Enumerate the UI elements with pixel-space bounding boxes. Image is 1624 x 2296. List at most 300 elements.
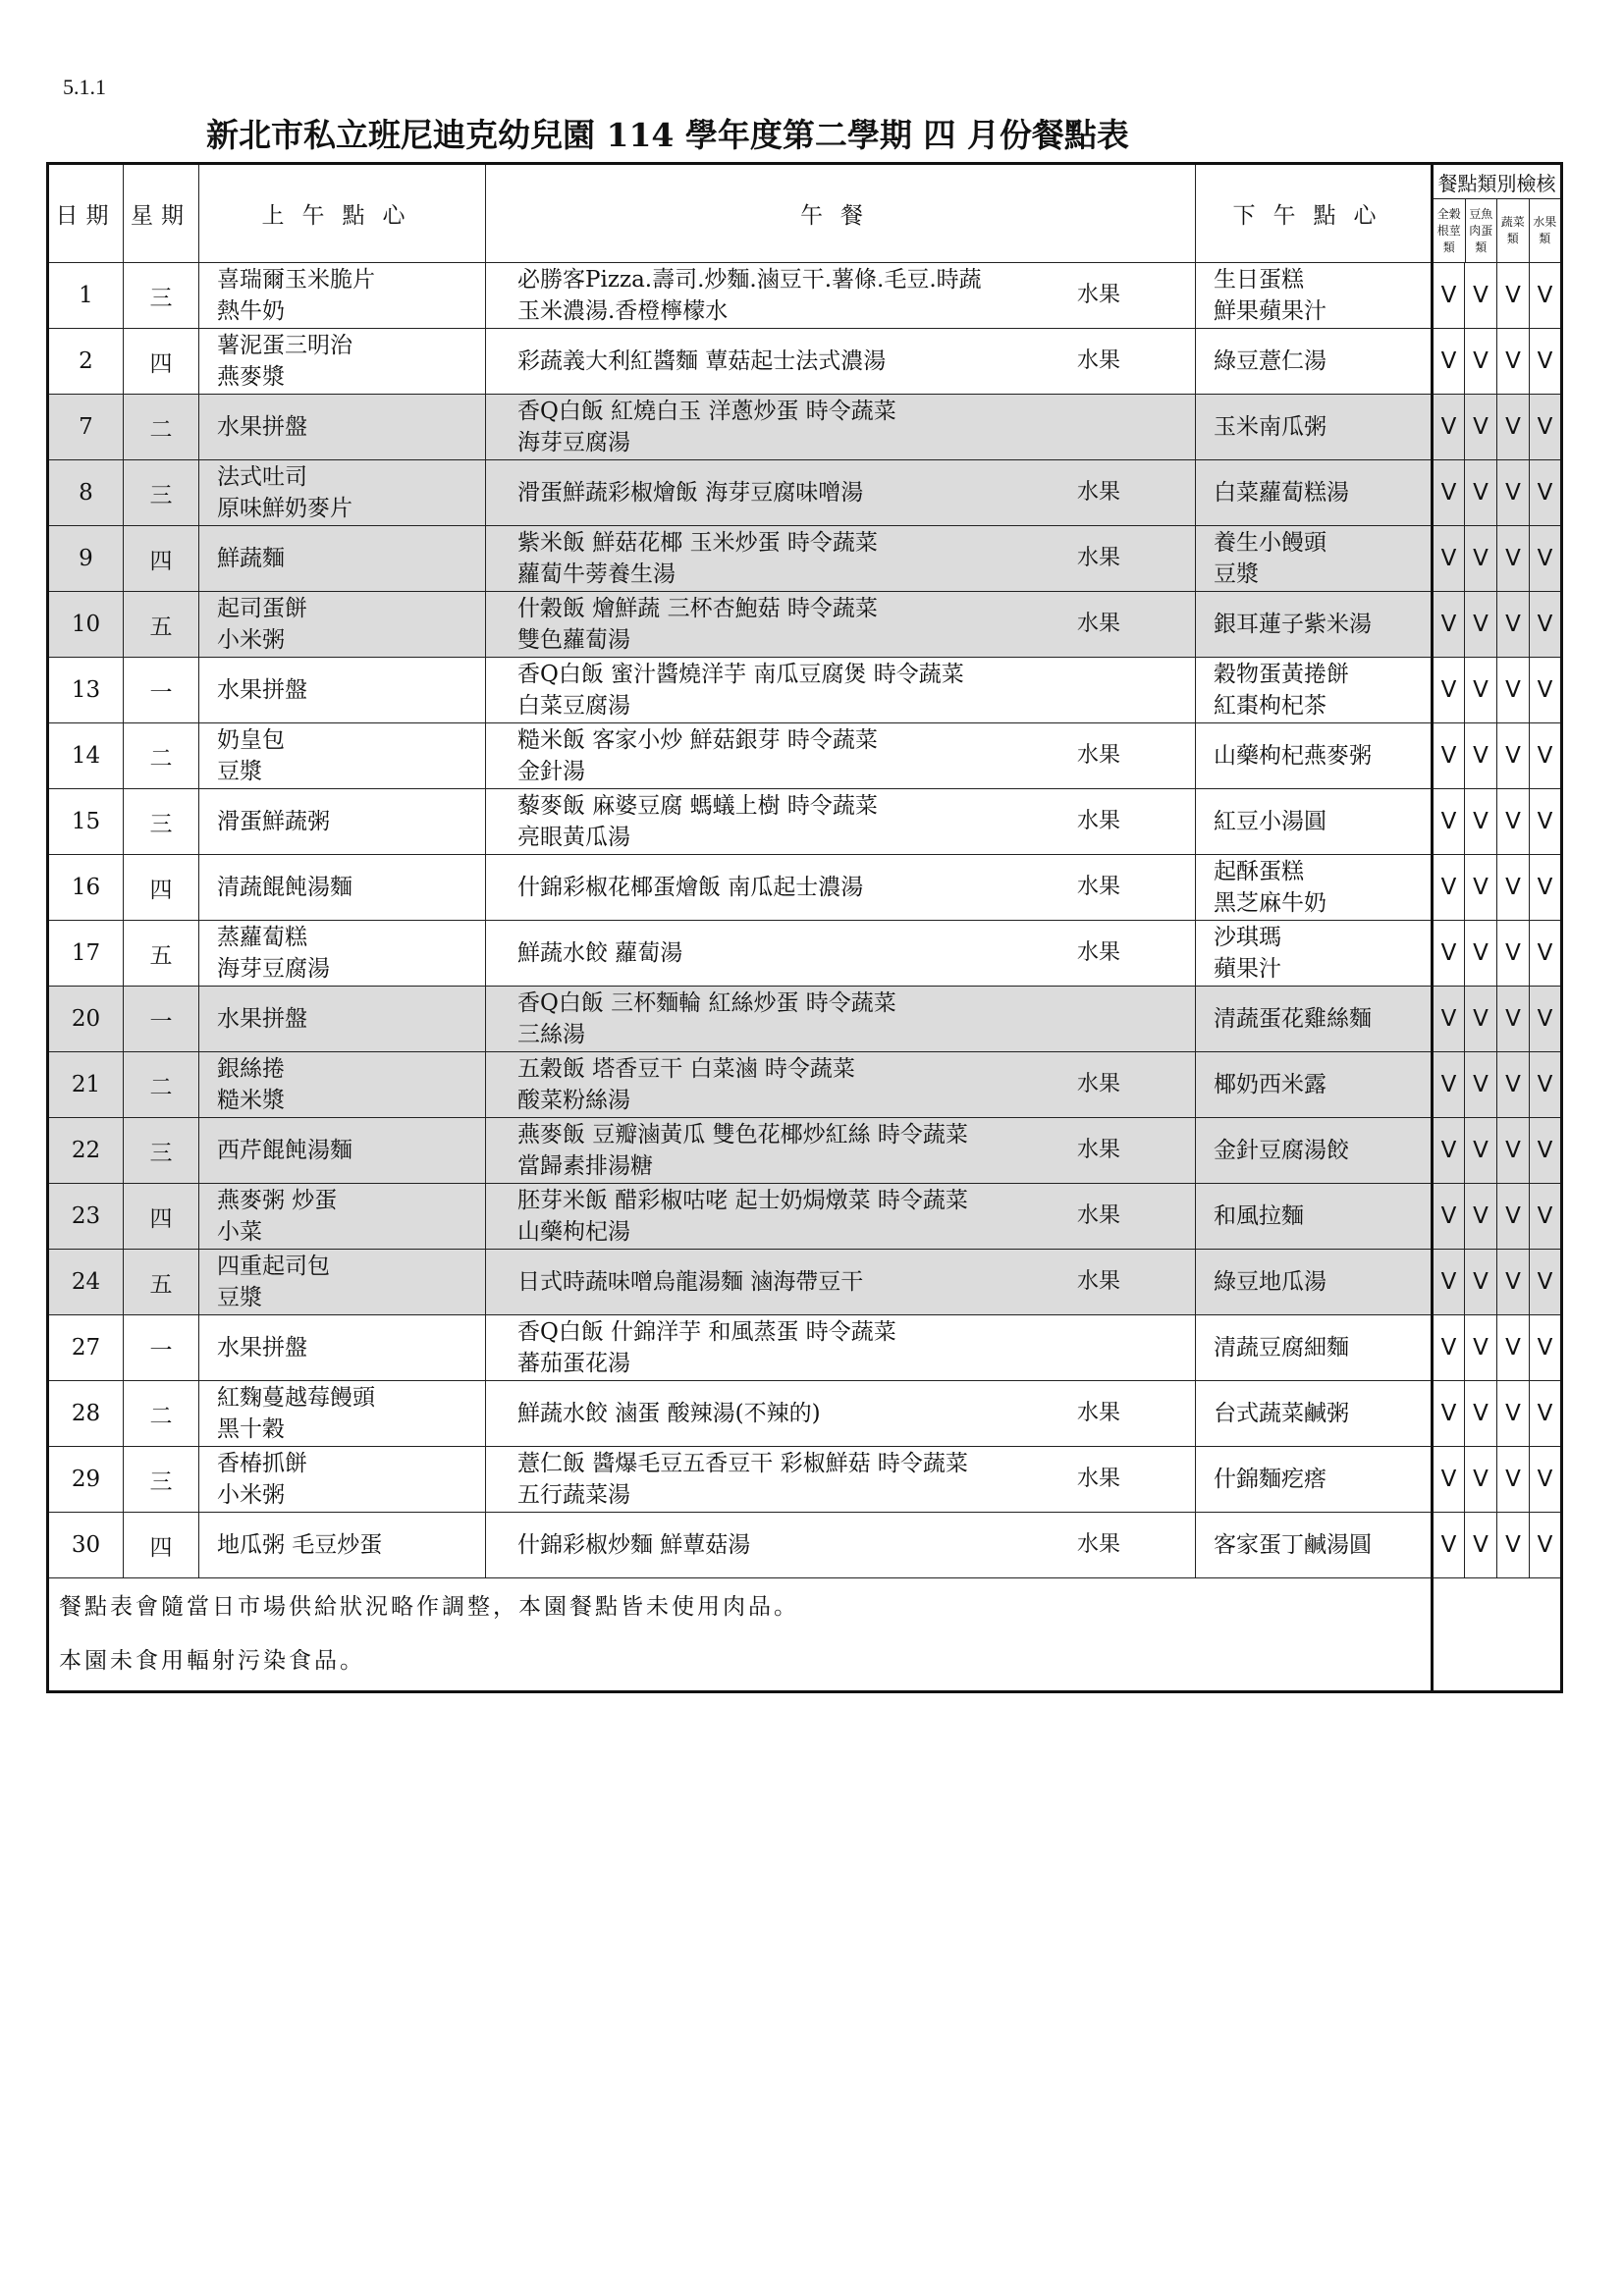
table-row	[48, 723, 1562, 789]
fruit-label: 水果	[1077, 283, 1121, 307]
fruit-label: 水果	[1077, 1203, 1121, 1228]
weekday-cell: 四	[124, 329, 199, 395]
table-row	[48, 263, 1562, 329]
check-grains-cell: V	[1433, 329, 1465, 395]
check-col-vegetable: 蔬菜類	[1497, 199, 1530, 262]
lunch-item: 紫米飯 鮮菇花椰 玉米炒蛋 時令蔬菜	[517, 530, 878, 556]
check-fruit-cell: V	[1530, 723, 1562, 789]
check-vegetable-cell: V	[1497, 921, 1530, 987]
check-grains-cell: V	[1433, 395, 1465, 460]
am-snack-item: 法式吐司	[217, 464, 307, 490]
weekday-cell: 四	[124, 855, 199, 921]
menu-table	[46, 162, 1563, 1693]
lunch-item: 什錦彩椒花椰蛋燴飯 南瓜起士濃湯	[517, 875, 864, 900]
lunch-item: 雙色蘿蔔湯	[517, 627, 630, 653]
fruit-label: 水果	[1077, 809, 1121, 833]
check-fruit-cell: V	[1530, 1447, 1562, 1513]
am-snack-cell	[199, 1315, 486, 1381]
am-snack-item: 糙米漿	[217, 1088, 285, 1113]
lunch-cell	[486, 263, 1196, 329]
lunch-item: 香Q白飯 什錦洋芋 和風蒸蛋 時令蔬菜	[517, 1319, 896, 1345]
pm-snack-item: 什錦麵疙瘩	[1214, 1467, 1326, 1492]
am-snack-cell	[199, 1184, 486, 1250]
check-vegetable-cell: V	[1497, 460, 1530, 526]
date-cell: 1	[48, 263, 124, 329]
lunch-item: 三絲湯	[517, 1022, 585, 1047]
pm-snack-cell	[1196, 395, 1433, 460]
pm-snack-cell	[1196, 1315, 1433, 1381]
check-protein-cell: V	[1465, 1381, 1497, 1447]
lunch-item: 金針湯	[517, 759, 585, 784]
check-grains-cell: V	[1433, 723, 1465, 789]
lunch-item: 鮮蔬水餃 滷蛋 酸辣湯(不辣的)	[517, 1401, 821, 1426]
check-vegetable-cell: V	[1497, 395, 1530, 460]
weekday-cell: 三	[124, 460, 199, 526]
lunch-item: 五行蔬菜湯	[517, 1482, 630, 1508]
check-protein-cell: V	[1465, 329, 1497, 395]
am-snack-item: 水果拼盤	[217, 414, 307, 440]
weekday-cell: 二	[124, 723, 199, 789]
check-fruit-cell: V	[1530, 658, 1562, 723]
am-snack-item: 香椿抓餅	[217, 1451, 307, 1476]
weekday-cell: 二	[124, 1381, 199, 1447]
check-grains-cell: V	[1433, 592, 1465, 658]
am-snack-cell	[199, 329, 486, 395]
lunch-cell	[486, 526, 1196, 592]
weekday-cell: 四	[124, 526, 199, 592]
pm-snack-cell	[1196, 263, 1433, 329]
check-vegetable-cell: V	[1497, 526, 1530, 592]
lunch-item: 鮮蔬水餃 蘿蔔湯	[517, 940, 683, 966]
pm-snack-cell	[1196, 1052, 1433, 1118]
date-cell: 10	[48, 592, 124, 658]
check-vegetable-cell: V	[1497, 1052, 1530, 1118]
check-vegetable-cell: V	[1497, 658, 1530, 723]
am-snack-cell	[199, 1250, 486, 1315]
lunch-item: 必勝客Pizza.壽司.炒麵.滷豆干.薯條.毛豆.時蔬	[517, 267, 982, 293]
check-grains-cell: V	[1433, 921, 1465, 987]
lunch-cell	[486, 592, 1196, 658]
am-snack-cell	[199, 987, 486, 1052]
am-snack-item: 水果拼盤	[217, 1335, 307, 1361]
check-col-grains: 全穀根莖類	[1434, 199, 1466, 262]
table-row	[48, 1118, 1562, 1184]
weekday-cell: 一	[124, 658, 199, 723]
am-snack-item: 銀絲捲	[217, 1056, 285, 1082]
date-cell: 9	[48, 526, 124, 592]
check-col-protein: 豆魚肉蛋類	[1466, 199, 1498, 262]
table-row	[48, 1315, 1562, 1381]
check-protein-cell: V	[1465, 1447, 1497, 1513]
date-cell: 28	[48, 1381, 124, 1447]
check-vegetable-cell: V	[1497, 723, 1530, 789]
pm-snack-item: 沙琪瑪	[1214, 925, 1281, 950]
check-protein-cell: V	[1465, 855, 1497, 921]
am-snack-item: 起司蛋餅	[217, 596, 307, 621]
pm-snack-item: 台式蔬菜鹹粥	[1214, 1401, 1349, 1426]
pm-snack-item: 綠豆薏仁湯	[1214, 348, 1326, 374]
am-snack-item: 西芹餛飩湯麵	[217, 1138, 352, 1163]
check-fruit-cell: V	[1530, 1118, 1562, 1184]
pm-snack-cell	[1196, 723, 1433, 789]
am-snack-item: 小米粥	[217, 1482, 285, 1508]
check-protein-cell: V	[1465, 921, 1497, 987]
check-protein-cell: V	[1465, 1184, 1497, 1250]
weekday-cell: 四	[124, 1513, 199, 1578]
table-row	[48, 526, 1562, 592]
check-protein-cell: V	[1465, 789, 1497, 855]
check-fruit-cell: V	[1530, 987, 1562, 1052]
lunch-item: 亮眼黃瓜湯	[517, 825, 630, 850]
header-lunch: 午餐	[486, 164, 1196, 263]
check-fruit-cell: V	[1530, 526, 1562, 592]
lunch-item: 當歸素排湯糖	[517, 1153, 653, 1179]
check-vegetable-cell: V	[1497, 1250, 1530, 1315]
am-snack-cell	[199, 1447, 486, 1513]
pm-snack-cell	[1196, 1184, 1433, 1250]
pm-snack-cell	[1196, 1381, 1433, 1447]
check-fruit-cell: V	[1530, 460, 1562, 526]
pm-snack-item: 白菜蘿蔔糕湯	[1214, 480, 1349, 506]
am-snack-cell	[199, 723, 486, 789]
check-grains-cell: V	[1433, 789, 1465, 855]
check-vegetable-cell: V	[1497, 789, 1530, 855]
weekday-cell: 三	[124, 1118, 199, 1184]
am-snack-cell	[199, 395, 486, 460]
check-grains-cell: V	[1433, 658, 1465, 723]
am-snack-item: 小米粥	[217, 627, 285, 653]
check-protein-cell: V	[1465, 1315, 1497, 1381]
check-protein-cell: V	[1465, 263, 1497, 329]
fruit-label: 水果	[1077, 612, 1121, 636]
check-protein-cell: V	[1465, 1052, 1497, 1118]
lunch-cell	[486, 1315, 1196, 1381]
check-fruit-cell: V	[1530, 921, 1562, 987]
am-snack-item: 豆漿	[217, 1285, 262, 1310]
am-snack-item: 四重起司包	[217, 1254, 330, 1279]
check-fruit-cell: V	[1530, 1184, 1562, 1250]
date-cell: 2	[48, 329, 124, 395]
check-grains-cell: V	[1433, 1052, 1465, 1118]
check-fruit-cell: V	[1530, 1052, 1562, 1118]
table-row	[48, 987, 1562, 1052]
pm-snack-item: 穀物蛋黃捲餅	[1214, 662, 1349, 687]
weekday-cell: 三	[124, 1447, 199, 1513]
check-grains-cell: V	[1433, 855, 1465, 921]
pm-snack-item: 客家蛋丁鹹湯圓	[1214, 1532, 1372, 1558]
pm-snack-item: 綠豆地瓜湯	[1214, 1269, 1326, 1295]
pm-snack-item: 豆漿	[1214, 561, 1259, 587]
note-line: 餐點表會隨當日市場供給狀況略作調整，本園餐點皆未使用肉品。	[59, 1594, 799, 1620]
notes-cell	[48, 1578, 1433, 1692]
fruit-label: 水果	[1077, 348, 1121, 373]
date-cell: 15	[48, 789, 124, 855]
table-row	[48, 789, 1562, 855]
lunch-item: 酸菜粉絲湯	[517, 1088, 630, 1113]
table-row	[48, 1052, 1562, 1118]
am-snack-cell	[199, 526, 486, 592]
document-code: 5.1.1	[63, 75, 106, 99]
check-vegetable-cell: V	[1497, 1315, 1530, 1381]
weekday-cell: 一	[124, 987, 199, 1052]
pm-snack-item: 山藥枸杞燕麥粥	[1214, 743, 1372, 769]
lunch-cell	[486, 1118, 1196, 1184]
lunch-cell	[486, 460, 1196, 526]
pm-snack-cell	[1196, 921, 1433, 987]
am-snack-item: 熱牛奶	[217, 298, 285, 324]
am-snack-item: 小菜	[217, 1219, 262, 1245]
date-cell: 16	[48, 855, 124, 921]
am-snack-cell	[199, 263, 486, 329]
lunch-item: 香Q白飯 蜜汁醬燒洋芋 南瓜豆腐煲 時令蔬菜	[517, 662, 964, 687]
weekday-cell: 三	[124, 789, 199, 855]
lunch-cell	[486, 1513, 1196, 1578]
check-fruit-cell: V	[1530, 263, 1562, 329]
am-snack-item: 紅麴蔓越莓饅頭	[217, 1385, 375, 1411]
lunch-item: 滑蛋鮮蔬彩椒燴飯 海芽豆腐味噌湯	[517, 480, 864, 506]
date-cell: 14	[48, 723, 124, 789]
date-cell: 23	[48, 1184, 124, 1250]
am-snack-item: 水果拼盤	[217, 677, 307, 703]
note-line: 本園未食用輻射污染食品。	[59, 1648, 365, 1674]
lunch-item: 山藥枸杞湯	[517, 1219, 630, 1245]
lunch-item: 海芽豆腐湯	[517, 430, 630, 455]
check-fruit-cell: V	[1530, 1381, 1562, 1447]
am-snack-item: 燕麥漿	[217, 364, 285, 390]
pm-snack-cell	[1196, 658, 1433, 723]
am-snack-item: 喜瑞爾玉米脆片	[217, 267, 375, 293]
check-protein-cell: V	[1465, 1118, 1497, 1184]
notes-blank-cell	[1433, 1578, 1562, 1692]
lunch-cell	[486, 1447, 1196, 1513]
am-snack-item: 蒸蘿蔔糕	[217, 925, 307, 950]
am-snack-cell	[199, 592, 486, 658]
check-grains-cell: V	[1433, 1513, 1465, 1578]
check-vegetable-cell: V	[1497, 1513, 1530, 1578]
check-vegetable-cell: V	[1497, 1118, 1530, 1184]
table-header-row	[48, 164, 1562, 263]
table-row	[48, 592, 1562, 658]
date-cell: 13	[48, 658, 124, 723]
pm-snack-item: 鮮果蘋果汁	[1214, 298, 1326, 324]
table-row	[48, 921, 1562, 987]
pm-snack-item: 紅豆小湯圓	[1214, 809, 1326, 834]
pm-snack-item: 玉米南瓜粥	[1214, 414, 1326, 440]
table-row	[48, 395, 1562, 460]
check-grains-cell: V	[1433, 1184, 1465, 1250]
header-am-snack: 上午點心	[199, 164, 486, 263]
lunch-cell	[486, 329, 1196, 395]
pm-snack-cell	[1196, 329, 1433, 395]
pm-snack-item: 清蔬蛋花雞絲麵	[1214, 1006, 1372, 1032]
lunch-cell	[486, 1052, 1196, 1118]
am-snack-item: 燕麥粥 炒蛋	[217, 1188, 338, 1213]
check-grains-cell: V	[1433, 1381, 1465, 1447]
pm-snack-item: 椰奶西米露	[1214, 1072, 1326, 1097]
am-snack-item: 奶皇包	[217, 727, 285, 753]
am-snack-item: 黑十穀	[217, 1416, 285, 1442]
pm-snack-cell	[1196, 1118, 1433, 1184]
table-row	[48, 1184, 1562, 1250]
weekday-cell: 二	[124, 1052, 199, 1118]
check-grains-cell: V	[1433, 1118, 1465, 1184]
lunch-item: 五穀飯 塔香豆干 白菜滷 時令蔬菜	[517, 1056, 855, 1082]
date-cell: 24	[48, 1250, 124, 1315]
check-vegetable-cell: V	[1497, 329, 1530, 395]
pm-snack-item: 起酥蛋糕	[1214, 859, 1304, 884]
check-grains-cell: V	[1433, 1315, 1465, 1381]
lunch-item: 玉米濃湯.香橙檸檬水	[517, 298, 729, 324]
lunch-item: 蘿蔔牛蒡養生湯	[517, 561, 676, 587]
pm-snack-cell	[1196, 855, 1433, 921]
table-row	[48, 460, 1562, 526]
table-row	[48, 855, 1562, 921]
check-vegetable-cell: V	[1497, 1184, 1530, 1250]
am-snack-item: 滑蛋鮮蔬粥	[217, 809, 330, 834]
check-fruit-cell: V	[1530, 1250, 1562, 1315]
check-grains-cell: V	[1433, 526, 1465, 592]
am-snack-item: 海芽豆腐湯	[217, 956, 330, 982]
fruit-label: 水果	[1077, 1269, 1121, 1294]
lunch-item: 薏仁飯 醬爆毛豆五香豆干 彩椒鮮菇 時令蔬菜	[517, 1451, 968, 1476]
check-protein-cell: V	[1465, 658, 1497, 723]
lunch-cell	[486, 987, 1196, 1052]
notes-row	[48, 1578, 1562, 1692]
check-vegetable-cell: V	[1497, 987, 1530, 1052]
check-vegetable-cell: V	[1497, 1447, 1530, 1513]
table-row	[48, 1381, 1562, 1447]
am-snack-item: 水果拼盤	[217, 1006, 307, 1032]
lunch-item: 糙米飯 客家小炒 鮮菇銀芽 時令蔬菜	[517, 727, 878, 753]
pm-snack-item: 蘋果汁	[1214, 956, 1281, 982]
lunch-cell	[486, 1250, 1196, 1315]
fruit-label: 水果	[1077, 546, 1121, 570]
check-fruit-cell: V	[1530, 1315, 1562, 1381]
check-protein-cell: V	[1465, 723, 1497, 789]
check-vegetable-cell: V	[1497, 855, 1530, 921]
date-cell: 21	[48, 1052, 124, 1118]
check-grains-cell: V	[1433, 987, 1465, 1052]
check-protein-cell: V	[1465, 1250, 1497, 1315]
lunch-cell	[486, 855, 1196, 921]
am-snack-item: 原味鮮奶麥片	[217, 496, 352, 521]
check-protein-cell: V	[1465, 395, 1497, 460]
check-fruit-cell: V	[1530, 789, 1562, 855]
am-snack-cell	[199, 658, 486, 723]
lunch-item: 蕃茄蛋花湯	[517, 1351, 630, 1376]
fruit-label: 水果	[1077, 940, 1121, 965]
am-snack-cell	[199, 789, 486, 855]
pm-snack-item: 紅棗枸杞茶	[1214, 693, 1326, 719]
check-vegetable-cell: V	[1497, 592, 1530, 658]
lunch-item: 香Q白飯 紅燒白玉 洋蔥炒蛋 時令蔬菜	[517, 399, 896, 424]
pm-snack-item: 銀耳蓮子紫米湯	[1214, 612, 1372, 637]
fruit-label: 水果	[1077, 1138, 1121, 1162]
lunch-item: 彩蔬義大利紅醬麵 蕈菇起士法式濃湯	[517, 348, 887, 374]
lunch-item: 什穀飯 燴鮮蔬 三杯杏鮑菇 時令蔬菜	[517, 596, 878, 621]
weekday-cell: 三	[124, 263, 199, 329]
lunch-item: 藜麥飯 麻婆豆腐 螞蟻上樹 時令蔬菜	[517, 793, 878, 819]
check-protein-cell: V	[1465, 987, 1497, 1052]
weekday-cell: 五	[124, 921, 199, 987]
check-fruit-cell: V	[1530, 855, 1562, 921]
date-cell: 22	[48, 1118, 124, 1184]
fruit-label: 水果	[1077, 875, 1121, 899]
table-row	[48, 1250, 1562, 1315]
lunch-cell	[486, 395, 1196, 460]
fruit-label: 水果	[1077, 480, 1121, 505]
lunch-cell	[486, 1184, 1196, 1250]
pm-snack-item: 黑芝麻牛奶	[1214, 890, 1326, 916]
check-grains-cell: V	[1433, 1250, 1465, 1315]
check-fruit-cell: V	[1530, 329, 1562, 395]
pm-snack-item: 和風拉麵	[1214, 1203, 1304, 1229]
am-snack-cell	[199, 855, 486, 921]
fruit-label: 水果	[1077, 1532, 1121, 1557]
header-date: 日期	[48, 164, 124, 263]
lunch-item: 什錦彩椒炒麵 鮮蕈菇湯	[517, 1532, 751, 1558]
pm-snack-cell	[1196, 987, 1433, 1052]
table-row	[48, 1513, 1562, 1578]
header-pm-snack: 下午點心	[1196, 164, 1433, 263]
am-snack-item: 鮮蔬麵	[217, 546, 285, 571]
weekday-cell: 一	[124, 1315, 199, 1381]
lunch-item: 白菜豆腐湯	[517, 693, 630, 719]
am-snack-cell	[199, 1118, 486, 1184]
weekday-cell: 四	[124, 1184, 199, 1250]
pm-snack-cell	[1196, 789, 1433, 855]
fruit-label: 水果	[1077, 743, 1121, 768]
fruit-label: 水果	[1077, 1072, 1121, 1096]
pm-snack-cell	[1196, 526, 1433, 592]
am-snack-cell	[199, 1513, 486, 1578]
weekday-cell: 五	[124, 1250, 199, 1315]
am-snack-item: 地瓜粥 毛豆炒蛋	[217, 1532, 383, 1558]
pm-snack-cell	[1196, 460, 1433, 526]
pm-snack-item: 生日蛋糕	[1214, 267, 1304, 293]
header-check	[1433, 164, 1562, 263]
check-fruit-cell: V	[1530, 395, 1562, 460]
am-snack-cell	[199, 1381, 486, 1447]
fruit-label: 水果	[1077, 1401, 1121, 1425]
date-cell: 27	[48, 1315, 124, 1381]
table-row	[48, 658, 1562, 723]
check-grains-cell: V	[1433, 1447, 1465, 1513]
pm-snack-item: 養生小饅頭	[1214, 530, 1326, 556]
am-snack-item: 豆漿	[217, 759, 262, 784]
pm-snack-cell	[1196, 1513, 1433, 1578]
lunch-item: 燕麥飯 豆瓣滷黃瓜 雙色花椰炒紅絲 時令蔬菜	[517, 1122, 968, 1148]
check-protein-cell: V	[1465, 526, 1497, 592]
weekday-cell: 五	[124, 592, 199, 658]
am-snack-item: 薯泥蛋三明治	[217, 333, 352, 358]
date-cell: 17	[48, 921, 124, 987]
date-cell: 29	[48, 1447, 124, 1513]
check-fruit-cell: V	[1530, 592, 1562, 658]
pm-snack-cell	[1196, 1447, 1433, 1513]
fruit-label: 水果	[1077, 1467, 1121, 1491]
check-protein-cell: V	[1465, 592, 1497, 658]
weekday-cell: 二	[124, 395, 199, 460]
date-cell: 30	[48, 1513, 124, 1578]
check-title: 餐點類別檢核	[1434, 165, 1560, 199]
am-snack-cell	[199, 460, 486, 526]
check-grains-cell: V	[1433, 263, 1465, 329]
page-title: 新北市私立班尼迪克幼兒園 114 學年度第二學期 四 月份餐點表	[206, 116, 1129, 154]
lunch-item: 胚芽米飯 醋彩椒咕咾 起士奶焗燉菜 時令蔬菜	[517, 1188, 968, 1213]
pm-snack-cell	[1196, 592, 1433, 658]
am-snack-cell	[199, 1052, 486, 1118]
